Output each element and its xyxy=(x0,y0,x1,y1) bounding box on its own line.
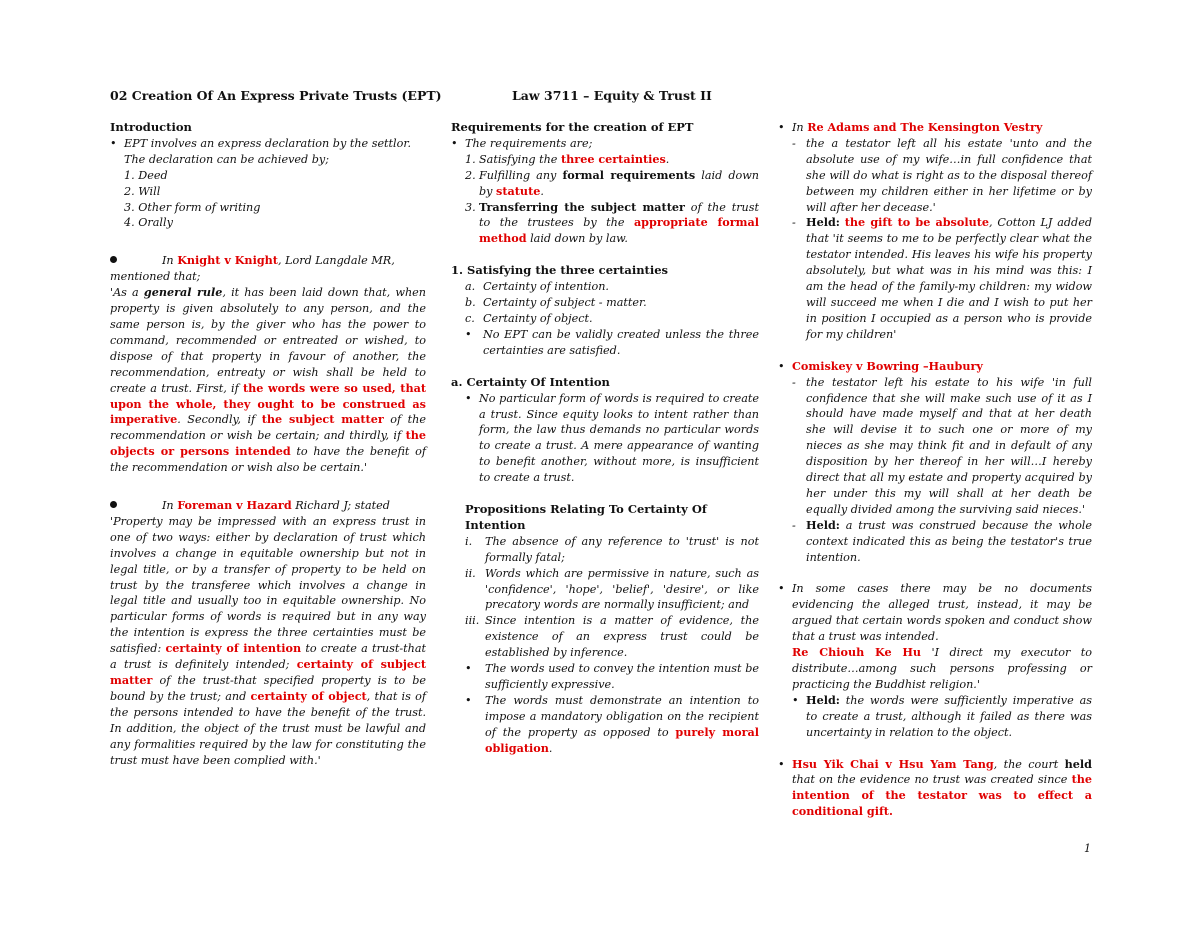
header-left-title: 02 Creation Of An Express Private Trusts (EPT) xyxy=(110,88,442,103)
certainty-intention-heading: a. Certainty Of Intention xyxy=(451,374,610,389)
bullet-icon: • xyxy=(792,693,799,707)
bullet-icon: • xyxy=(451,136,458,150)
case-name-adams: Re Adams and The Kensington Vestry xyxy=(807,120,1043,134)
intro-list-item: 4. Orally xyxy=(124,216,173,230)
case-name-foreman: Foreman v Hazard xyxy=(177,498,292,513)
column-2 xyxy=(451,120,759,773)
knight-quote: 'As a general rule, it has been laid down that, when property is given absolutely to any person, and the same person is, by the giver who has the power to command, recommended or entreated or wished, to dispose of that property in favour of another, the recommendation, entreaty or wish shall be held to create a trust. First, if the words were so used, that upon the whole, they ought to be construed as imperative. Secondly, if the subject matter of the recommendation or wish be certain; and thirdly, if the objects or persons intended to have the benefit of the recommendation or wish also be certain.' xyxy=(110,285,426,475)
certainty-intention-section: a. Certainty Of Intention • No particular form of words is required to create a trust. Since equity looks to intent rather than form, the law thus demands no particular words to create a trust. A mere appearance of wanting to benefit another, without more, is insufficient to create a trust. xyxy=(451,374,759,485)
propositions-section: Propositions Relating To Certainty Of Intention i. The absence of any reference to 'trust' is not formally fatal; ii. Words which are permissive in nature, such as 'confidence', 'hope', 'belief', 'desire', or like precatory words are normally insufficient; and iii. Since intention is a matter of evidence, the existence of an express trust could be established by inference. • The words used to convey the intention must be sufficiently expressive. • The words must demonstrate an intention to impose a mandatory obligation on the recipient of the property as opposed to purely moral obligation. xyxy=(451,502,759,757)
page-number: 1 xyxy=(1084,842,1091,855)
requirements-heading: Requirements for the creation of EPT xyxy=(451,120,694,134)
column-1 xyxy=(110,120,426,784)
bullet-icon: • xyxy=(778,582,785,596)
intro-subtext: The declaration can be achieved by; xyxy=(124,152,330,166)
case-name-knight: Knight v Knight xyxy=(177,253,278,268)
requirement-item: 2. Fulfilling any formal requirements laid down by statute. xyxy=(465,167,760,198)
case-name-comiskey: Comiskey v Bowring –Haubury xyxy=(792,358,983,373)
case-name-chiouh: Re Chiouh Ke Hu xyxy=(792,645,922,660)
requirement-item: 1. Satisfying the three certainties. xyxy=(465,151,670,166)
bullet-icon: • xyxy=(465,327,472,341)
hsu-case-block: • Hsu Yik Chai v Hsu Yam Tang, the court held that on the evidence no trust was created since the intention of the testator was to effect a conditional gift. xyxy=(778,756,1092,819)
adams-case-block: • In Re Adams and The Kensington Vestry - the a testator left all his estate 'unto and the absolute use of my wife…in full confidence that she will do what is right as to the disposal thereof between my children either in her lifetime or by will after her decease.' - Held: the gift to be absolute, Cotton LJ added that 'it seems to me to be perfectly clear what the testator intended. His leaves his wife his property absolutely, but what was in his mind was this: I am the head of the family-my children: my widow will succeed me when I die and I wish to put her in position I occupied as a person who is provide for my children' xyxy=(778,120,1092,341)
column-3 xyxy=(778,120,1092,836)
header-course-title: Law 3711 – Equity & Trust II xyxy=(512,88,712,103)
knight-case-block: In Knight v Knight, Lord Langdale MR, mentioned that; 'As a general rule, it has been laid down that, when property is given absolutely to any person, and the same person is, by the giver who has the power to command, recommended or entreated or wished, to dispose of that property in favour of another, the recommendation, entreaty or wish shall be held to create a trust. First, if the words were so used, that upon the whole, they ought to be construed as imperative. Secondly, if the subject matter of the recommendation or wish be certain; and thirdly, if the objects or persons intended to have the benefit of the recommendation or wish also be certain.' xyxy=(110,253,426,475)
intro-list-item: 1. Deed xyxy=(124,168,168,182)
introduction-heading: Introduction xyxy=(110,120,192,134)
foreman-case-block: In Foreman v Hazard Richard J; stated 'Property may be impressed with an express trust in one of two ways: either by declaration of trust which involves a change in equitable ownership but not in legal title, or by a transfer of property to be held on trust by the transferee which involves a change in legal title and usually too in equitable ownership. No particular forms of words is required but in any way the intention is express the three certainties must be satisfied: certainty of intention to create a trust-that a trust is definitely intended; certainty of subject matter of the trust-that specified property is to be bound by the trust; and certainty of object, that is of the persons intended to have the benefit of the trust. In addition, the object of the trust must be lawful and any formalities required by the law for constituting the trust must have been complied with.' xyxy=(110,498,426,767)
intro-bullet: • EPT involves an express declaration by the settlor. xyxy=(110,136,412,150)
comiskey-case-block: • Comiskey v Bowring –Haubury - the testator left his estate to his wife 'in full confidence that she will make such use of it as I should have made myself and that at her death she will devise it to such one or more of my nieces as she may think fit and in default of any disposition by her thereof in her will…I hereby direct that all my estate and property acquired by her under this my will shall at her death be equally divided among the surviving said nieces.' - Held: a trust was construed because the whole context indicated this as being the testator's true intention. xyxy=(778,358,1092,564)
filled-circle-bullet-icon xyxy=(110,256,117,263)
bullet-icon: • xyxy=(778,121,785,134)
requirement-item: 3. Transferring the subject matter of the trust to the trustees by the appropriate formal method laid down by law. xyxy=(465,199,760,246)
filled-circle-bullet-icon xyxy=(110,501,117,508)
no-documents-block: • In some cases there may be no documents evidencing the alleged trust, instead, it may be argued that certain words spoken and conduct show that a trust was intended. Re Chiouh Ke Hu 'I direct my executor to distribute…among such persons professing or practicing the Buddhist religion.' • Held: the words were sufficiently imperative as to create a trust, although it failed as there was uncertainty in relation to the object. xyxy=(778,582,1092,739)
three-certainties-heading: 1. Satisfying the three certainties xyxy=(451,263,669,278)
intro-list-item: 3. Other form of writing xyxy=(124,200,261,214)
bullet-icon: • xyxy=(465,693,472,707)
foreman-quote: 'Property may be impressed with an express trust in one of two ways: either by declaration of trust which involves a change in equitable ownership but not in legal title, or by a transfer of property to be held on trust by the transferee which involves a change in legal title and usually too in equitable ownership. No particular forms of words is required but in any way the intention is express the three certainties must be satisfied: certainty of intention to create a trust-that a trust is definitely intended; certainty of subject matter of the trust-that specified property is to be bound by the trust; and certainty of object, that is of the persons intended to have the benefit of the trust. In addition, the object of the trust must be lawful and any formalities required by the law for constituting the trust must have been complied with.' xyxy=(110,514,426,767)
bullet-icon: • xyxy=(778,757,785,771)
requirements-section: Requirements for the creation of EPT • The requirements are; 1. Satisfying the three certainties. 2. Fulfilling any formal requirements laid down by statute. 3. Transferring the subject matter of the trust to the trustees by the appropriate formal method laid down by law. xyxy=(451,120,760,246)
three-certainties-section: 1. Satisfying the three certainties a. Certainty of intention. b. Certainty of subject - matter. c. Certainty of object. • No EPT can be validly created unless the three certainties are satisfied. xyxy=(451,263,759,357)
bullet-icon: • xyxy=(465,662,472,676)
case-name-hsu: Hsu Yik Chai v Hsu Yam Tang xyxy=(792,756,994,771)
bullet-icon: • xyxy=(778,359,785,373)
bullet-icon: • xyxy=(110,136,117,150)
introduction-section xyxy=(110,120,426,231)
intro-list-item: 2. Will xyxy=(124,184,161,198)
propositions-heading: Propositions Relating To Certainty Of Intention xyxy=(465,502,707,532)
bullet-icon: • xyxy=(465,391,472,405)
